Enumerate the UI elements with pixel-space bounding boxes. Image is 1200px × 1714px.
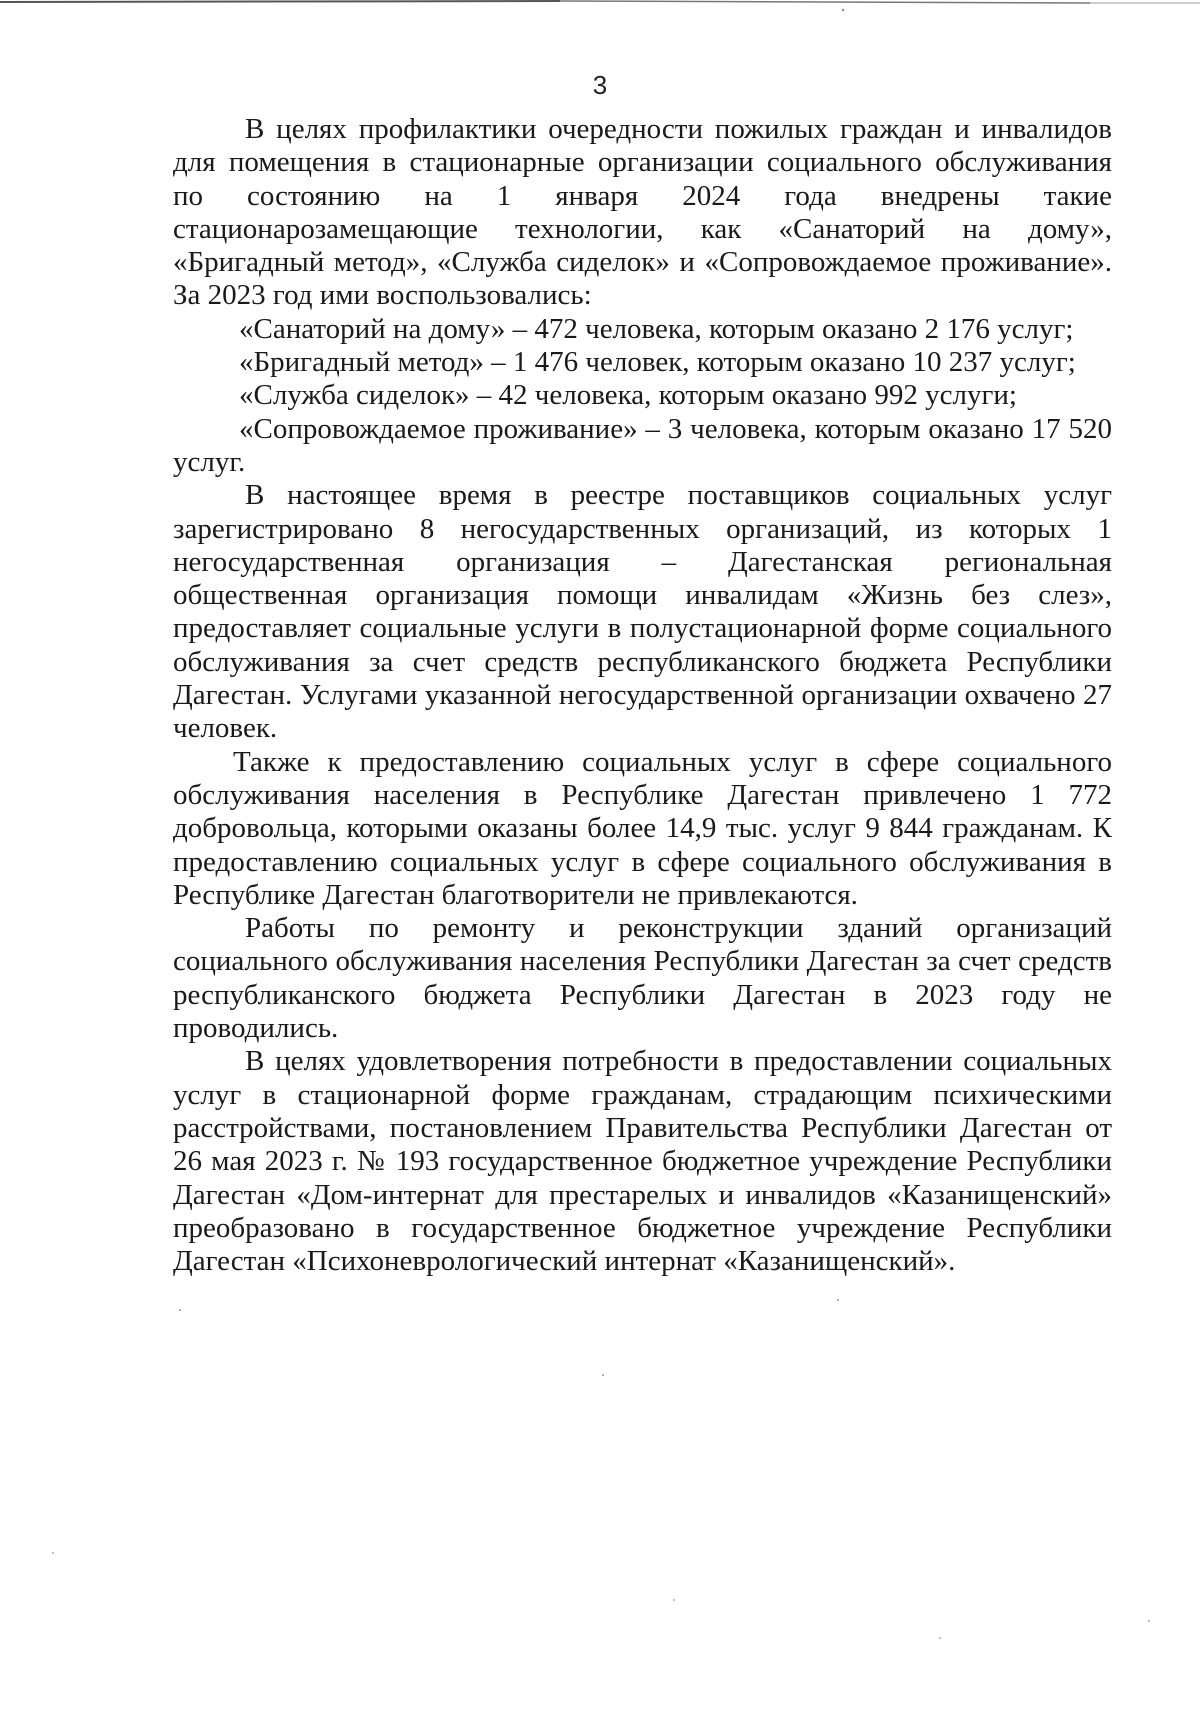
paragraph-volunteers: Также к предоставлению социальных услуг в сфере социального обслуживания населения в Республике Дагестан привлечено 1 772 добровольца, которыми оказаны более 14,9 тыс. услуг 9 844 гражданам. К предоставлению социальных услуг в сфере социального обслуживания в Республике Дагестан благотворители не привлекаются. (173, 745, 1112, 911)
list-item-brigade-method: «Бригадный метод» – 1 476 человек, которым оказано 10 237 услуг; (239, 346, 1076, 379)
paragraph-provider-registry: В настоящее время в реестре поставщиков социальных услуг зарегистрировано 8 негосударственных организаций, из которых 1 негосударственная организация – Дагестанская региональная общественная организация помощи инвалидам «Жизнь без слез», предоставляет социальные услуги в полустационарной форме социального обслуживания за счет средств республиканского бюджета Республики Дагестан. Услугами указанной негосударственной организации охвачено 27 человек. (173, 479, 1112, 745)
paragraph-stationary-replacement: В целях профилактики очередности пожилых граждан и инвалидов для помещения в стационарные организации социального обслуживания по состоянию на 1 января 2024 года внедрены такие стационарозамещающие технологии, как «Санаторий на дому», «Бригадный метод», «Служба сиделок» и «Сопровождаемое проживание». За 2023 год ими воспользовались: (173, 113, 1112, 312)
list-item-nursing-service: «Служба сиделок» – 42 человека, которым оказано 992 услуги; (239, 379, 1017, 412)
list-item-sanatorium: «Санаторий на дому» – 472 человека, которым оказано 2 176 услуг; (239, 312, 1074, 345)
page-number: 3 (592, 70, 608, 100)
paragraph-reorganization: В целях удовлетворения потребности в предоставлении социальных услуг в стационарной форме гражданам, страдающим психическими расстройствами, постановлением Правительства Республики Дагестан от 26 мая 2023 г. № 193 государственное бюджетное учреждение Республики Дагестан «Дом-интернат для престарелых и инвалидов «Казанищенский» преобразовано в государственное бюджетное учреждение Республики Дагестан «Психоневрологический интернат «Казанищенский». (173, 1045, 1112, 1278)
paragraph-repairs: Работы по ремонту и реконструкции зданий организаций социального обслуживания населения Республики Дагестан за счет средств республиканского бюджета Республики Дагестан в 2023 году не проводились. (173, 912, 1112, 1045)
list-item-supported-living: «Сопровождаемое проживание» – 3 человека, которым оказано 17 520 услуг. (173, 412, 1112, 478)
document-body (173, 113, 1112, 1278)
